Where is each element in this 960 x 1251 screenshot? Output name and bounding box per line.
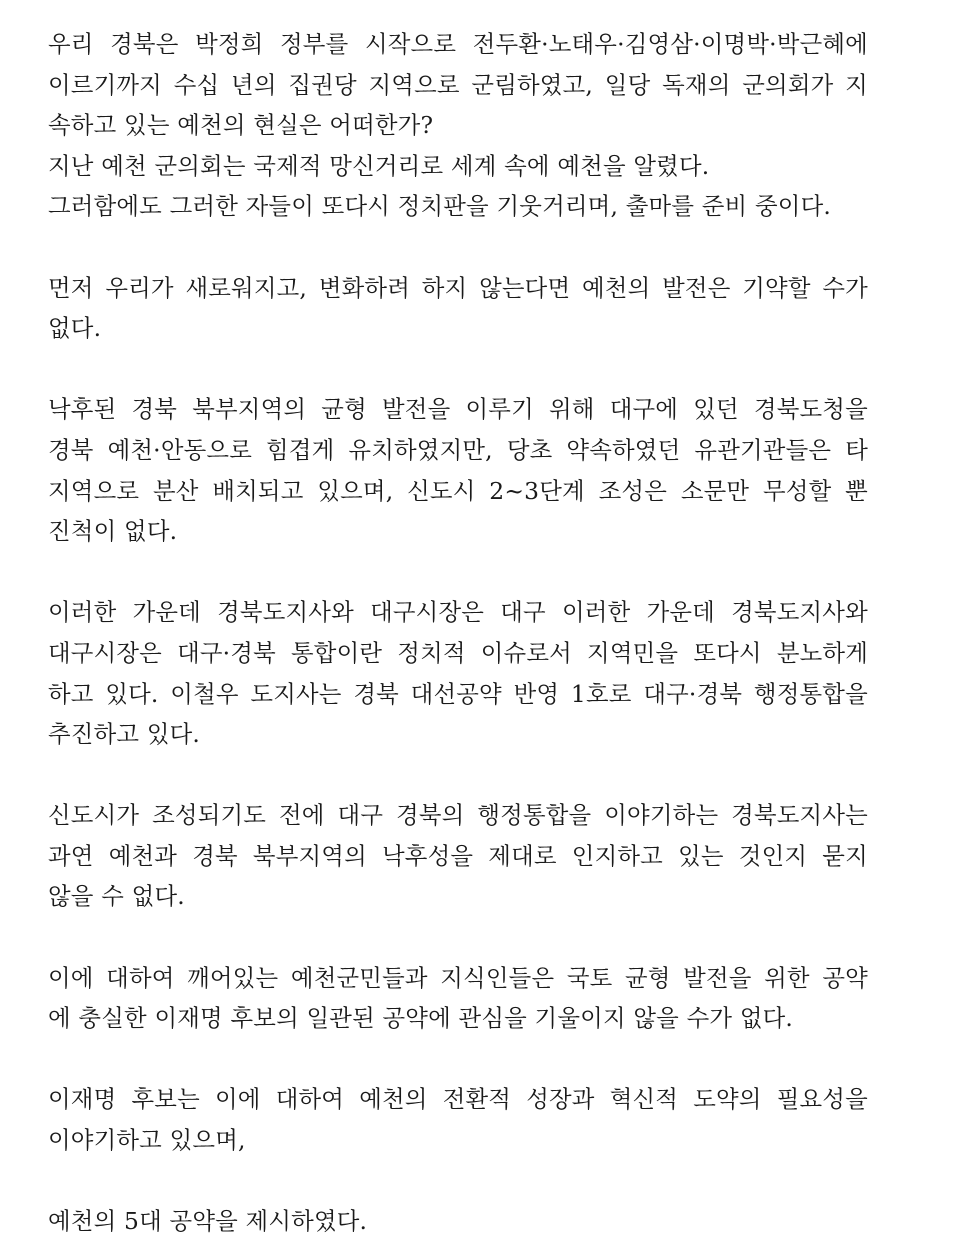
text-line: 경북 예천·안동으로 힘겹게 유치하였지만, 당초 약속하였던 유관기관들은 타 xyxy=(48,435,868,464)
paragraph xyxy=(48,592,868,754)
text-line: 신도시가 조성되기도 전에 대구 경북의 행정통합을 이야기하는 경북도지사는 xyxy=(48,801,868,830)
text-line: 이에 대하여 깨어있는 예천군민들과 지식인들은 국토 균형 발전을 위한 공약 xyxy=(48,963,868,992)
text-line: 그러함에도 그러한 자들이 또다시 정치판을 기웃거리며, 출마를 준비 중이다. xyxy=(48,192,832,221)
paragraph-spacer xyxy=(48,552,868,593)
text-line: 않을 수 없다. xyxy=(48,882,185,911)
text-line: 속하고 있는 예천의 현실은 어떠한가? xyxy=(48,111,434,140)
paragraph-spacer xyxy=(48,917,868,958)
paragraph xyxy=(48,795,868,917)
paragraph xyxy=(48,1079,868,1160)
text-line: 지난 예천 군의회는 국제적 망신거리로 세계 속에 예천을 알렸다. xyxy=(48,151,710,180)
paragraph-spacer xyxy=(48,1161,868,1202)
text-line: 지역으로 분산 배치되고 있으며, 신도시 2~3단계 조성은 소문만 무성할 뿐 xyxy=(48,476,868,505)
text-line: 없다. xyxy=(48,314,102,343)
paragraph xyxy=(48,389,868,551)
text-line: 이야기하고 있으며, xyxy=(48,1126,246,1155)
paragraph xyxy=(48,958,868,1039)
text-line: 추진하고 있다. xyxy=(48,720,201,749)
paragraph xyxy=(48,268,868,349)
text-line: 진척이 없다. xyxy=(48,517,178,546)
paragraph xyxy=(48,1201,868,1242)
text-line: 우리 경북은 박정희 정부를 시작으로 전두환·노태우·김영삼·이명박·박근혜에 xyxy=(48,30,868,58)
paragraph xyxy=(48,24,868,227)
text-line: 이재명 후보는 이에 대하여 예천의 전환적 성장과 혁신적 도약의 필요성을 xyxy=(48,1085,868,1114)
text-line: 먼저 우리가 새로워지고, 변화하려 하지 않는다면 예천의 발전은 기약할 수가 xyxy=(48,273,868,302)
text-line: 이러한 가운데 경북도지사와 대구시장은 대구 이러한 가운데 경북도지사와 xyxy=(48,598,868,627)
paragraph-spacer xyxy=(48,755,868,796)
text-line: 이르기까지 수십 년의 집권당 지역으로 군림하였고, 일당 독재의 군의회가 지 xyxy=(48,70,868,99)
text-line: 대구시장은 대구·경북 통합이란 정치적 이슈로서 지역민을 또다시 분노하게 xyxy=(48,638,868,667)
paragraph-spacer xyxy=(48,227,868,268)
text-line: 과연 예천과 경북 북부지역의 낙후성을 제대로 인지하고 있는 것인지 묻지 xyxy=(48,841,868,870)
paragraph-spacer xyxy=(48,349,868,390)
paragraph-spacer xyxy=(48,1039,868,1080)
text-line: 하고 있다. 이철우 도지사는 경북 대선공약 반영 1호로 대구·경북 행정통합을 xyxy=(48,679,868,708)
text-line: 에 충실한 이재명 후보의 일관된 공약에 관심을 기울이지 않을 수가 없다. xyxy=(48,1004,794,1033)
text-line: 낙후된 경북 북부지역의 균형 발전을 이루기 위해 대구에 있던 경북도청을 xyxy=(48,395,868,424)
document-body xyxy=(48,24,868,1242)
text-line: 예천의 5대 공약을 제시하였다. xyxy=(48,1207,368,1236)
